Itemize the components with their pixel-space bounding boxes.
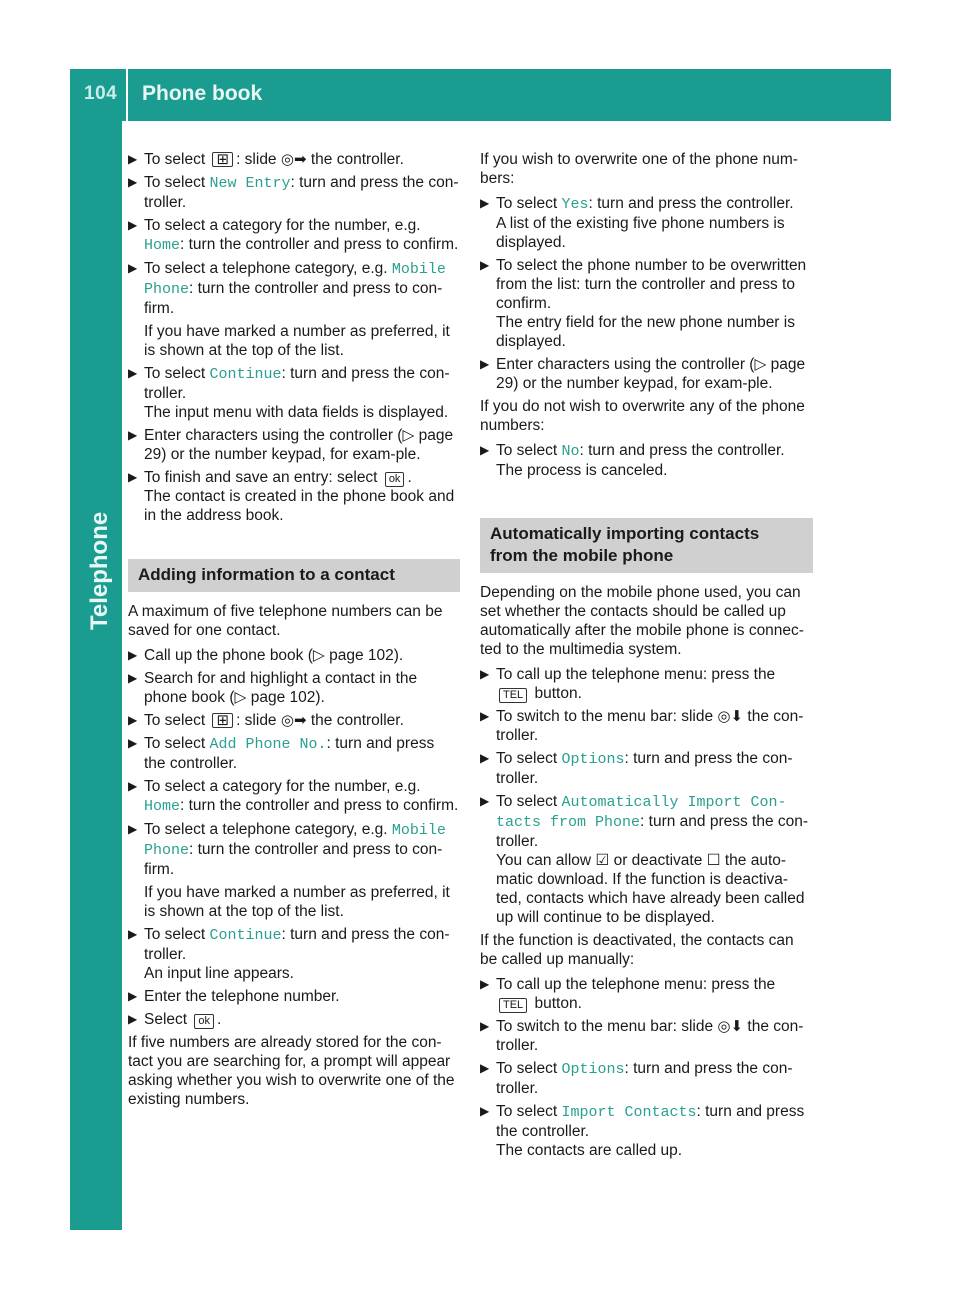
menu-item-yes: Yes xyxy=(561,196,589,213)
bullet-arrow-icon: ▶ xyxy=(128,779,138,793)
bullet-arrow-icon: ▶ xyxy=(480,1104,490,1118)
step-text: To finish and save an entry: select xyxy=(144,469,382,486)
step-text: button. xyxy=(530,685,582,702)
bullet-arrow-icon: ▶ xyxy=(480,196,490,210)
step-text: To select a category for the number, e.g. xyxy=(144,778,421,795)
bullet-arrow-icon: ▶ xyxy=(480,258,490,272)
bullet-arrow-icon: ▶ xyxy=(128,927,138,941)
phonebook-icon: ⊞ xyxy=(212,152,233,167)
step-text: : turn the controller and press to confirm. xyxy=(180,236,459,253)
paragraph: A maximum of five telephone numbers can be saved for one contact. xyxy=(128,603,443,639)
step-text: : turn and press the controller. xyxy=(496,1103,805,1140)
step-text: : turn and press the con-troller. xyxy=(144,174,459,211)
step-text: . xyxy=(407,469,412,486)
step-text: Call up the phone book (▷ page 102). xyxy=(144,647,404,664)
bullet-arrow-icon: ▶ xyxy=(128,470,138,484)
step-text: To select xyxy=(144,926,210,943)
step-note: The contact is created in the phone book and in the address book. xyxy=(144,488,455,524)
step-text: Select xyxy=(144,1011,192,1028)
ok-key-icon: ok xyxy=(194,1014,214,1029)
paragraph: If five numbers are already stored for the con-tact you are searching for, a prompt will appear asking whether you wish to overwrite one of the existing numbers. xyxy=(128,1034,455,1108)
step-text: : turn the controller and press to con-firm. xyxy=(144,280,443,317)
step-text: To select xyxy=(496,195,562,212)
step-item xyxy=(128,711,460,730)
step-text: To select a telephone category, e.g. xyxy=(144,260,392,277)
page-title: Phone book xyxy=(142,82,263,105)
bullet-arrow-icon: ▶ xyxy=(480,709,490,723)
step-text: Search for and highlight a contact in the phone book (▷ page 102). xyxy=(144,670,418,706)
paragraph: If you wish to overwrite one of the phone num-bers: xyxy=(480,151,798,187)
bullet-arrow-icon: ▶ xyxy=(480,751,490,765)
step-item xyxy=(480,749,813,788)
step-note: You can allow ☑ or deactivate ☐ the auto-matic download. If the function is deactiva-ted, contacts which have already been called up will continue to be displayed. xyxy=(496,852,805,926)
page-header xyxy=(70,69,891,121)
controller-slide-right-icon: ◎➡ xyxy=(280,151,307,168)
step-item xyxy=(128,987,460,1006)
step-item xyxy=(128,646,460,665)
menu-item-mobile-phone: Mobile Phone xyxy=(144,822,446,859)
menu-item-no: No xyxy=(561,443,580,460)
step-item xyxy=(480,1017,813,1055)
bullet-arrow-icon: ▶ xyxy=(480,667,490,681)
header-divider xyxy=(126,69,128,121)
side-tab-label-wrap xyxy=(86,430,116,630)
step-text: : turn the controller and press to con-firm. xyxy=(144,841,443,878)
controller-slide-right-icon: ◎➡ xyxy=(280,712,307,729)
step-item xyxy=(128,150,460,169)
bullet-arrow-icon: ▶ xyxy=(480,1061,490,1075)
step-list xyxy=(480,194,813,393)
controller-slide-down-icon: ◎⬇ xyxy=(717,1018,744,1035)
bullet-arrow-icon: ▶ xyxy=(128,428,138,442)
step-item xyxy=(128,216,460,255)
step-text: To select xyxy=(496,1103,562,1120)
step-item xyxy=(480,792,813,927)
menu-item-mobile-phone: Mobile Phone xyxy=(144,261,446,298)
step-text: To select xyxy=(496,1060,562,1077)
menu-item-continue: Continue xyxy=(209,366,282,383)
ok-key-icon: ok xyxy=(385,472,405,487)
menu-item-auto-import: Automatically Import Con-tacts from Phone xyxy=(496,794,787,831)
step-item xyxy=(480,1059,813,1098)
step-item xyxy=(128,777,460,816)
step-text: To select a telephone category, e.g. xyxy=(144,821,392,838)
step-item xyxy=(128,173,460,212)
menu-item-options: Options xyxy=(561,1061,625,1078)
step-item xyxy=(128,426,460,464)
step-list xyxy=(480,441,813,480)
step-text: To switch to the menu bar: slide xyxy=(496,1018,718,1035)
step-text: To select xyxy=(496,442,562,459)
menu-item-options: Options xyxy=(561,751,625,768)
bullet-arrow-icon: ▶ xyxy=(480,357,490,371)
step-text: : turn and press the con-troller. xyxy=(496,813,809,850)
step-note: The entry field for the new phone number is displayed. xyxy=(496,314,795,350)
step-item xyxy=(480,1102,813,1160)
step-text: : turn and press the controller. xyxy=(144,735,435,772)
bullet-arrow-icon: ▶ xyxy=(480,443,490,457)
bullet-arrow-icon: ▶ xyxy=(128,1012,138,1026)
step-text: : turn the controller and press to confirm. xyxy=(180,797,459,814)
step-item xyxy=(480,355,813,393)
step-item xyxy=(128,669,460,707)
step-note: An input line appears. xyxy=(144,965,294,982)
menu-item-home: Home xyxy=(144,237,181,254)
step-item xyxy=(128,820,460,921)
paragraph: Depending on the mobile phone used, you can set whether the contacts should be called up automatically after the mobile phone is connec-ted to the multimedia system. xyxy=(480,584,804,658)
side-tab-block xyxy=(70,121,122,163)
paragraph: If you do not wish to overwrite any of the phone numbers: xyxy=(480,398,805,434)
step-text: : slide xyxy=(236,712,281,729)
step-text: To select the phone number to be overwritten from the list: turn the controller and press to confirm. xyxy=(496,257,807,312)
step-text: button. xyxy=(530,995,582,1012)
step-item xyxy=(480,194,813,252)
bullet-arrow-icon: ▶ xyxy=(480,977,490,991)
step-item xyxy=(128,259,460,360)
step-note: The input menu with data fields is displayed. xyxy=(144,404,449,421)
step-text: : turn and press the con-troller. xyxy=(144,365,450,402)
step-text: To select xyxy=(144,151,210,168)
step-text: : slide xyxy=(236,151,281,168)
step-text: : turn and press the con-troller. xyxy=(144,926,450,963)
bullet-arrow-icon: ▶ xyxy=(128,175,138,189)
bullet-arrow-icon: ▶ xyxy=(128,152,138,166)
controller-slide-down-icon: ◎⬇ xyxy=(717,708,744,725)
step-note: A list of the existing five phone numbers is displayed. xyxy=(496,215,785,251)
bullet-arrow-icon: ▶ xyxy=(128,713,138,727)
step-text: the controller. xyxy=(306,712,404,729)
menu-item-new-entry: New Entry xyxy=(209,175,291,192)
step-note: The contacts are called up. xyxy=(496,1142,683,1159)
step-note: The process is canceled. xyxy=(496,462,668,479)
step-note: If you have marked a number as preferred, it is shown at the top of the list. xyxy=(144,323,450,359)
step-text: To call up the telephone menu: press the xyxy=(496,666,776,683)
bullet-arrow-icon: ▶ xyxy=(128,989,138,1003)
bullet-arrow-icon: ▶ xyxy=(128,736,138,750)
bullet-arrow-icon: ▶ xyxy=(128,648,138,662)
step-text: : turn and press the controller. xyxy=(588,195,794,212)
step-text: the con-troller. xyxy=(496,1018,804,1054)
step-note: If you have marked a number as preferred, it is shown at the top of the list. xyxy=(144,884,450,920)
menu-item-import-contacts: Import Contacts xyxy=(561,1104,697,1121)
side-tab-label: Telephone xyxy=(86,511,113,630)
step-text: the con-troller. xyxy=(496,708,804,744)
bullet-arrow-icon: ▶ xyxy=(128,671,138,685)
step-text: To select xyxy=(496,750,562,767)
bullet-arrow-icon: ▶ xyxy=(128,822,138,836)
page-number: 104 xyxy=(84,83,118,104)
step-text: : turn and press the con-troller. xyxy=(496,1060,793,1097)
step-text: To call up the telephone menu: press the xyxy=(496,976,776,993)
menu-item-home: Home xyxy=(144,798,181,815)
step-text: To select xyxy=(144,712,210,729)
left-column xyxy=(128,150,460,1115)
step-text: Enter the telephone number. xyxy=(144,988,340,1005)
step-list xyxy=(128,150,460,525)
side-tab xyxy=(70,163,122,1230)
step-text: To select xyxy=(144,365,210,382)
step-text: Enter characters using the controller (▷ page 29) or the number keypad, for exam-ple. xyxy=(496,356,806,392)
step-item xyxy=(128,925,460,983)
step-list xyxy=(480,665,813,927)
bullet-arrow-icon: ▶ xyxy=(480,794,490,808)
phonebook-icon: ⊞ xyxy=(212,713,233,728)
paragraph: If the function is deactivated, the contacts can be called up manually: xyxy=(480,932,794,968)
tel-key-icon: TEL xyxy=(499,998,527,1013)
step-text: . xyxy=(217,1011,222,1028)
bullet-arrow-icon: ▶ xyxy=(128,261,138,275)
step-text: : turn and press the controller. xyxy=(579,442,785,459)
step-text: To select xyxy=(144,174,210,191)
section-heading: Adding information to a contact xyxy=(128,559,460,592)
step-item xyxy=(128,1010,460,1029)
step-text: Enter characters using the controller (▷ page 29) or the number keypad, for exam-ple. xyxy=(144,427,454,463)
step-text: To select xyxy=(144,735,210,752)
bullet-arrow-icon: ▶ xyxy=(480,1019,490,1033)
step-item xyxy=(128,734,460,773)
bullet-arrow-icon: ▶ xyxy=(128,366,138,380)
step-item xyxy=(480,441,813,480)
step-list xyxy=(128,646,460,1029)
section-heading: Automatically importing contacts from the mobile phone xyxy=(480,518,813,573)
step-item xyxy=(128,364,460,422)
step-item xyxy=(480,707,813,745)
step-text: : turn and press the con-troller. xyxy=(496,750,793,787)
menu-item-add-phone-no: Add Phone No. xyxy=(209,736,327,753)
step-text: the controller. xyxy=(306,151,404,168)
step-item xyxy=(480,975,813,1013)
step-text: To switch to the menu bar: slide xyxy=(496,708,718,725)
step-item xyxy=(480,256,813,351)
tel-key-icon: TEL xyxy=(499,688,527,703)
step-item xyxy=(128,468,460,525)
right-column xyxy=(480,150,813,1164)
bullet-arrow-icon: ▶ xyxy=(128,218,138,232)
menu-item-continue: Continue xyxy=(209,927,282,944)
step-list xyxy=(480,975,813,1160)
step-text: To select xyxy=(496,793,562,810)
step-text: To select a category for the number, e.g. xyxy=(144,217,421,234)
step-item xyxy=(480,665,813,703)
